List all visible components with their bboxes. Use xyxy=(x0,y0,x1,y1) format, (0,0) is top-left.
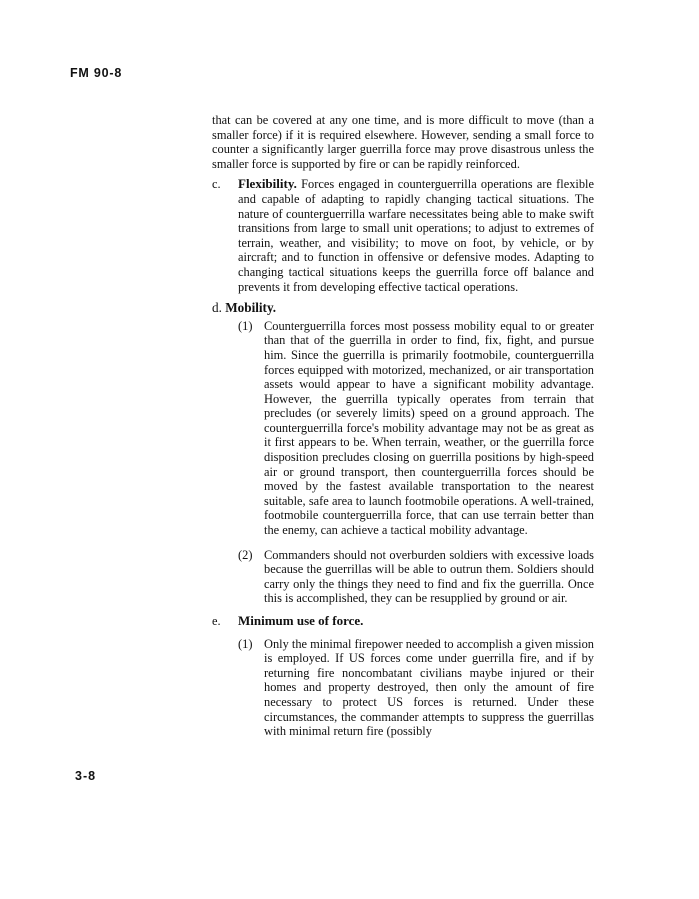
continuation-paragraph: that can be covered at any one time, and is more difficult to move (than a smaller force) if it is required elsewhere. However, sending a small force to counter a significantly larger guerrilla force may prove disastrous unless the smaller force is supported by fire or can be rapidly reinforced. xyxy=(212,113,594,171)
section-c-text: Forces engaged in counterguerrilla operations are flexible and capable of adapting to rapidly changing tactical situations. The nature of counterguerrilla warfare necessitates being able to make swift transitions from large to small unit operations; to adjust to extremes of terrain, weather, and visibility; to move on foot, by vehicle, or by aircraft; and to function in offensive or defensive modes. Adapting to changing tactical situations keeps the guerrilla force off balance and prevents it from developing effective tactical operations. xyxy=(238,177,594,294)
section-d-heading xyxy=(212,301,594,316)
section-d-title: Mobility. xyxy=(225,300,277,316)
section-e xyxy=(212,614,594,739)
section-d-item-2 xyxy=(238,548,594,606)
page-header: FM 90-8 xyxy=(70,66,123,80)
page-footer: 3-8 xyxy=(75,769,97,783)
section-e-item-1 xyxy=(238,637,594,739)
section-c-title: Flexibility. xyxy=(238,176,297,192)
section-e-item-1-marker: (1) xyxy=(238,636,253,651)
section-d-item-2-marker: (2) xyxy=(238,547,253,562)
section-d-item-2-text: Commanders should not overburden soldiers with excessive loads because the guerrillas will be able to outrun them. Soldiers should carry only the things they need to find and fix the guerrilla. Once this is accomplished, they can be resupplied by ground or air. xyxy=(264,547,594,606)
section-e-title: Minimum use of force. xyxy=(238,613,364,628)
section-e-item-1-text: Only the minimal firepower needed to accomplish a given mission is employed. If US forces come under guerrilla fire, and if by returning fire noncombatant civilians maybe injured or their homes and property destroyed, then only the amount of fire necessary to protect US forces is returned. Under these circumstances, the commander attempts to suppress the guerrillas with minimal return fire (possibly xyxy=(264,636,594,739)
section-d xyxy=(212,301,594,606)
section-d-item-1 xyxy=(238,319,594,538)
section-d-marker: d. xyxy=(212,300,222,316)
page-content xyxy=(212,113,594,739)
section-d-item-1-text: Counterguerrilla forces most possess mobility equal to or greater than that of the guerrilla in order to find, fix, fight, and pursue him. Since the guerrilla is primarily footmobile, counterguerrilla forces equipped with motorized, mechanized, or air transportation assets would appear to have a significant mobility advantage. However, the guerrilla typically operates from terrain that precludes (or severely limits) speed on a ground approach. The counterguerrilla force's mobility advantage may not be as great as it first appears to be. When terrain, weather, or the guerrilla force disposition precludes closing on guerrilla positions by high-speed air or ground transport, then counterguerrilla forces should be moved by the fastest available transportation to the nearest suitable, safe area to launch footmobile operations. A well-trained, footmobile counterguerrilla force, that can use terrain better than the enemy, can achieve a tactical mobility advantage. xyxy=(264,318,594,538)
section-e-marker: e. xyxy=(212,614,221,628)
section-c-marker: c. xyxy=(212,177,221,192)
section-d-item-1-marker: (1) xyxy=(238,318,253,333)
section-c-paragraph xyxy=(238,177,594,294)
section-c xyxy=(212,177,594,294)
